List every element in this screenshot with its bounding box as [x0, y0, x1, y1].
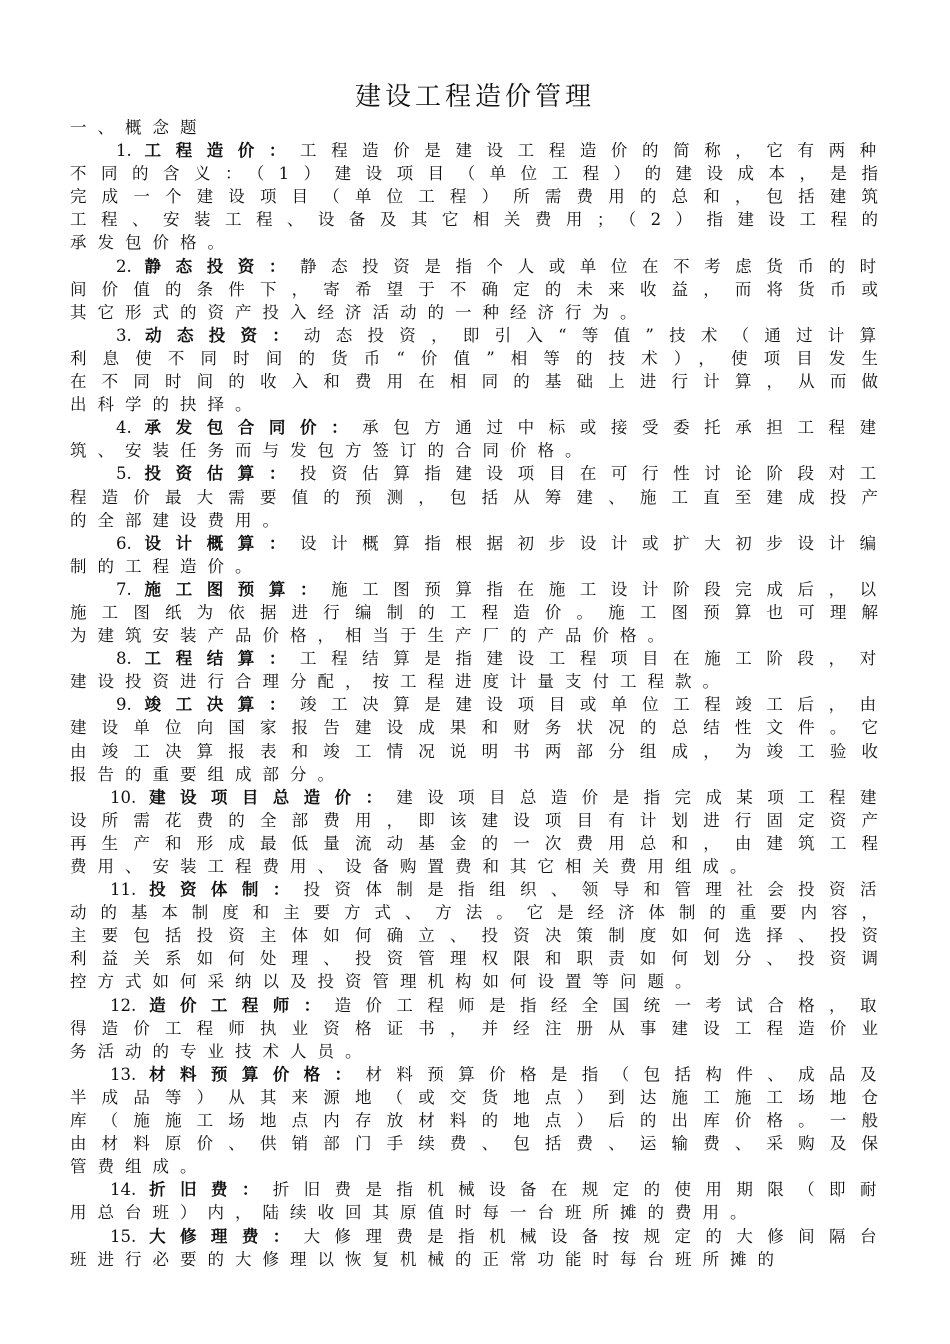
definition-line: 在不同时间的收入和费用在相同的基础上进行计算，从而做 — [70, 372, 878, 392]
definition-line: 程造价最大需要值的预测，包括从筹建、施工直至建成投产 — [70, 487, 878, 507]
term-label: 工程造价： — [131, 141, 300, 161]
term-label: 动态投资： — [131, 325, 305, 345]
definition-line: 出科学的抉择。 — [70, 395, 263, 415]
definition-first-line — [70, 324, 878, 347]
term-label: 投资估算： — [131, 464, 300, 484]
item-number: 1. — [116, 141, 132, 161]
item-number: 6. — [116, 533, 132, 553]
definition-first-line — [70, 1063, 878, 1086]
item-number: 10. — [110, 787, 137, 807]
definition-line: 费用、安装工程费用、设备购置费和其它相关费用组成。 — [70, 857, 758, 876]
definition-text: 投资体制是指组织、领导和管理社会投资活 — [303, 880, 878, 900]
item-number: 5. — [116, 464, 132, 484]
definition-line: 库（施施工场地点内存放材料的地点）后的出库价格。一般 — [70, 1111, 878, 1131]
item-number: 15. — [110, 1226, 137, 1246]
definition-first-line — [70, 532, 878, 555]
definition-line: 得造价工程师执业资格证书，并经注册从事建设工程造价业 — [70, 1018, 878, 1038]
definition-text: 承包方通过中标或接受委托承担工程建 — [362, 418, 878, 438]
definition-line: 施工图纸为依据进行编制的工程造价。施工图预算也可理解 — [70, 602, 878, 622]
definition-text: 建设项目总造价是指完成某项工程建 — [396, 787, 878, 807]
definition-first-line — [70, 578, 878, 601]
term-label: 造价工程师： — [136, 995, 335, 1015]
definition-text: 竣工决算是建设项目或单位工程竣工后，由 — [299, 695, 879, 715]
definition-first-line — [70, 1178, 878, 1201]
definition-line: 筑、安装任务而与发包方签订的合同价格。 — [70, 441, 593, 461]
definition-line: 由竣工决算报表和竣工情况说明书两部分组成，为竣工验收 — [70, 741, 878, 761]
definition-text: 工程造价是建设工程造价的简称，它有两种 — [299, 141, 879, 161]
definition-first-line — [70, 1225, 878, 1248]
term-label: 材料预算价格： — [136, 1064, 366, 1084]
definition-line: 为建筑安装产品价格，相当于生产厂的产品价格。 — [70, 626, 675, 646]
term-label: 承发包合同价： — [131, 418, 363, 438]
definition-first-line — [70, 255, 878, 278]
item-number: 13. — [110, 1064, 137, 1084]
item-number: 3. — [116, 325, 132, 345]
item-number: 4. — [116, 418, 132, 438]
term-label: 施工图预算： — [131, 579, 332, 599]
definition-text: 大修理费是指机械设备按规定的大修间隔台 — [303, 1226, 878, 1246]
definition-line: 由材料原价、供销部门手续费、包括费、运输费、采购及保 — [70, 1134, 878, 1154]
definition-first-line — [70, 647, 878, 670]
definition-text: 材料预算价格是指（包括构件、成品及 — [365, 1064, 878, 1084]
item-number: 8. — [116, 649, 132, 669]
definition-line: 利益关系如何处理、投资管理权限和职责如何划分、投资调 — [70, 949, 878, 969]
definition-line: 设所需花费的全部费用，即该建设项目有计划进行固定资产 — [70, 810, 878, 830]
term-label: 静态投资： — [131, 256, 300, 276]
definition-text: 设计概算指根据初步设计或扩大初步设计编 — [299, 533, 879, 553]
definition-first-line — [70, 878, 878, 901]
section-heading: 一、概念题 — [70, 118, 208, 137]
definition-line: 其它形式的资产投入经济活动的一种经济行为。 — [70, 302, 648, 322]
item-number: 11. — [110, 880, 137, 900]
definition-first-line — [70, 416, 878, 439]
term-label: 设计概算： — [131, 533, 300, 553]
term-label: 工程结算： — [131, 649, 300, 669]
definition-line: 承发包价格。 — [70, 233, 235, 253]
item-number: 14. — [110, 1180, 137, 1200]
definition-text: 动态投资，即引入“等值”技术（通过计算 — [304, 325, 878, 345]
definition-line: 不同的含义：（1）建设项目（单位工程）的建设成本，是指 — [70, 164, 878, 184]
definition-line: 控方式如何采纳以及投资管理机构如何设置等问题。 — [70, 972, 703, 992]
definition-line: 班进行必要的大修理以恢复机械的正常功能时每台班所摊的 — [70, 1249, 785, 1269]
definition-line: 建设投资进行合理分配，按工程进度计量支付工程款。 — [70, 672, 730, 692]
definition-text: 折旧费是指机械设备在规定的使用期限（即耐 — [272, 1180, 878, 1200]
document-title: 建设工程造价管理 — [354, 82, 595, 112]
definition-text: 施工图预算指在施工设计阶段完成后，以 — [331, 579, 879, 599]
definition-line: 报告的重要组成部分。 — [70, 764, 345, 784]
term-label: 折旧费： — [136, 1180, 273, 1200]
definition-first-line — [70, 693, 878, 716]
definition-line: 完成一个建设项目（单位工程）所需费用的总和，包括建筑 — [70, 187, 878, 207]
item-number: 9. — [116, 695, 132, 715]
definition-line: 利息使不同时间的货币“价值”相等的技术），使项目发生 — [70, 348, 878, 368]
definition-text: 静态投资是指个人或单位在不考虑货币的时 — [299, 256, 879, 276]
definition-line: 工程、安装工程、设备及其它相关费用；（2）指建设工程的 — [70, 210, 878, 230]
item-number: 12. — [110, 995, 137, 1015]
definition-line: 的全部建设费用。 — [70, 510, 290, 530]
definition-line: 主要包括投资主体如何确立、投资决策制度如何选择、投资 — [70, 926, 878, 946]
term-label: 投资体制： — [136, 880, 304, 900]
definition-line: 再生产和形成最低量流动基金的一次费用总和，由建筑工程 — [70, 833, 878, 853]
term-label: 大修理费： — [136, 1226, 304, 1246]
definition-line: 间价值的条件下，寄希望于不确定的未来收益，而将货币或 — [70, 279, 878, 299]
definition-text: 工程结算是指建设工程项目在施工阶段，对 — [299, 649, 879, 669]
definition-text: 造价工程师是指经全国统一考试合格，取 — [334, 995, 878, 1015]
term-label: 建设项目总造价： — [136, 787, 397, 807]
document-body — [70, 116, 878, 1271]
definition-first-line — [70, 994, 878, 1017]
definition-first-line — [70, 786, 878, 809]
definition-line: 制的工程造价。 — [70, 556, 263, 576]
definition-line: 动的基本制度和主要方式、方法。它是经济体制的重要内容， — [70, 903, 878, 923]
item-number: 7. — [116, 579, 132, 599]
definition-line: 管费组成。 — [70, 1157, 208, 1177]
definition-line: 务活动的专业技术人员。 — [70, 1041, 373, 1061]
definition-text: 投资估算指建设项目在可行性讨论阶段对工 — [299, 464, 879, 484]
definition-first-line — [70, 462, 878, 485]
definition-line: 半成品等）从其来源地（或交货地点）到达施工施工场地仓 — [70, 1087, 878, 1107]
definition-line: 用总台班）内，陆续收回其原值时每一台班所摊的费用。 — [70, 1203, 758, 1223]
term-label: 竣工决算： — [131, 695, 300, 715]
definition-line: 建设单位向国家报告建设成果和财务状况的总结性文件。它 — [70, 718, 878, 738]
definition-first-line — [70, 139, 878, 162]
item-number: 2. — [116, 256, 132, 276]
